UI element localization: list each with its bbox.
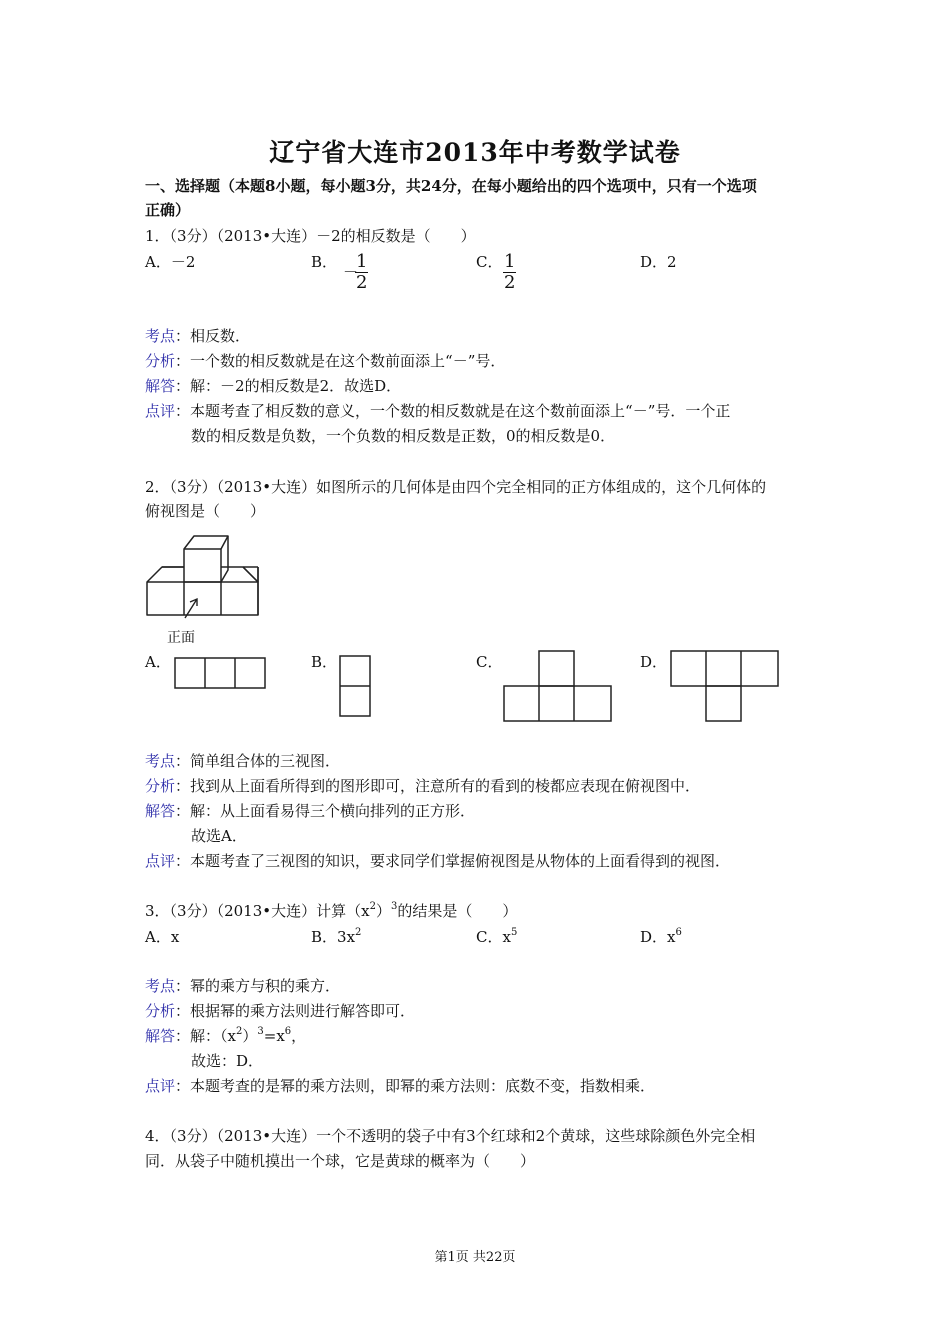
q2-option-b: B． — [311, 653, 338, 671]
label-kaodian: 考点 — [145, 327, 176, 345]
q2-dianping: 点评：本题考查了三视图的知识，要求同学们掌握俯视图是从物体的上面看得到的视图． — [145, 852, 731, 870]
q2-stem: 2．（3分）（2013•大连）如图所示的几何体是由四个完全相同的正方体组成的，这个几何体的 — [145, 478, 767, 496]
q1-dianping-cont: 数的相反数是负数，一个负数的相反数是正数，0的相反数是0． — [191, 427, 616, 445]
q3-option-c: C．$x^5$ — [476, 927, 518, 946]
label-kaodian: 考点 — [145, 752, 176, 770]
q2-solid-figure — [140, 525, 270, 650]
section-heading: 一、选择题（本题8小题，每小题3分，共24分，在每小题给出的四个选项中，只有一个选项 — [145, 177, 757, 195]
q2-option-a-figure — [174, 657, 266, 689]
label-jieda: 解答 — [145, 802, 176, 820]
q1-option-b-label: B． — [311, 253, 338, 271]
q1-stem: 1．（3分）（2013•大连）－2的相反数是（ ） — [145, 227, 476, 245]
section-heading-cont: 正确） — [145, 201, 191, 219]
q2-jieda-cont: 故选A． — [191, 827, 247, 845]
label-fenxi: 分析 — [145, 352, 176, 370]
label-dianping: 点评 — [145, 402, 176, 420]
q1-option-c-label: C． — [476, 253, 503, 271]
q2-stem-cont: 俯视图是（ ） — [145, 502, 266, 520]
label-fenxi: 分析 — [145, 1002, 176, 1020]
q2-kaodian: 考点：简单组合体的三视图． — [145, 752, 341, 770]
page-footer: 第1页 共22页 — [434, 1250, 516, 1265]
fraction-numerator: 1 — [504, 251, 516, 272]
q1-option-d: D．2 — [640, 253, 677, 271]
q2-figure-caption: 正面 — [167, 630, 195, 646]
q3-option-d: D．$x^6$ — [640, 927, 682, 946]
q4-stem-cont: 同．从袋子中随机摸出一个球，它是黄球的概率为（ ） — [145, 1152, 536, 1170]
q2-jieda: 解答：解：从上面看易得三个横向排列的正方形． — [145, 802, 476, 820]
q4-stem: 4．（3分）（2013•大连）一个不透明的袋子中有3个红球和2个黄球，这些球除颜色外完全相 — [145, 1127, 756, 1145]
q1-option-b-fraction — [355, 252, 368, 293]
q3-dianping: 点评：本题考查的是幂的乘方法则，即幂的乘方法则：底数不变，指数相乘． — [145, 1077, 656, 1095]
label-jieda: 解答 — [145, 377, 176, 395]
fraction-denominator: 2 — [504, 272, 516, 293]
label-kaodian: 考点 — [145, 977, 176, 995]
q2-option-d-figure — [670, 650, 779, 722]
q1-fenxi: 分析：一个数的相反数就是在这个数前面添上“－”号． — [145, 352, 506, 370]
q2-fenxi: 分析：找到从上面看所得到的图形即可，注意所有的看到的棱都应表现在俯视图中． — [145, 777, 701, 795]
fraction-numerator: 1 — [356, 251, 368, 272]
q1-jieda: 解答：解：－2的相反数是2．故选D． — [145, 377, 402, 395]
label-dianping: 点评 — [145, 1077, 176, 1095]
page-title: 辽宁省大连市2013年中考数学试卷 — [269, 138, 681, 167]
q1-kaodian: 考点：相反数． — [145, 327, 251, 345]
q3-option-b: B．$3x^2$ — [311, 927, 362, 946]
q1-option-b-sign: － — [343, 263, 359, 281]
q3-kaodian: 考点：幂的乘方与积的乘方． — [145, 977, 341, 995]
q1-dianping: 点评：本题考查了相反数的意义，一个数的相反数就是在这个数前面添上“－”号．一个正 — [145, 402, 731, 420]
q3-stem: 3．（3分）（2013•大连）计算$(x^2)^3$的结果是（ ） — [145, 901, 518, 920]
q3-jieda: 解答：解：$(x^2)^3=x^6$， — [145, 1026, 307, 1045]
fraction-denominator: 2 — [356, 272, 368, 293]
q2-option-b-figure — [339, 655, 371, 717]
q3-option-a: A．x — [145, 928, 180, 946]
q2-option-d: D． — [640, 653, 668, 671]
q3-jieda-cont: 故选：D． — [191, 1052, 264, 1070]
q1-option-a: A．－2 — [145, 253, 196, 271]
q3-fenxi: 分析：根据幂的乘方法则进行解答即可． — [145, 1002, 416, 1020]
label-jieda: 解答 — [145, 1027, 176, 1045]
q2-option-a: A． — [145, 653, 171, 671]
label-dianping: 点评 — [145, 852, 176, 870]
label-fenxi: 分析 — [145, 777, 176, 795]
q1-option-c-fraction — [503, 252, 516, 293]
q2-option-c-figure — [503, 650, 612, 722]
q2-option-c: C． — [476, 653, 503, 671]
